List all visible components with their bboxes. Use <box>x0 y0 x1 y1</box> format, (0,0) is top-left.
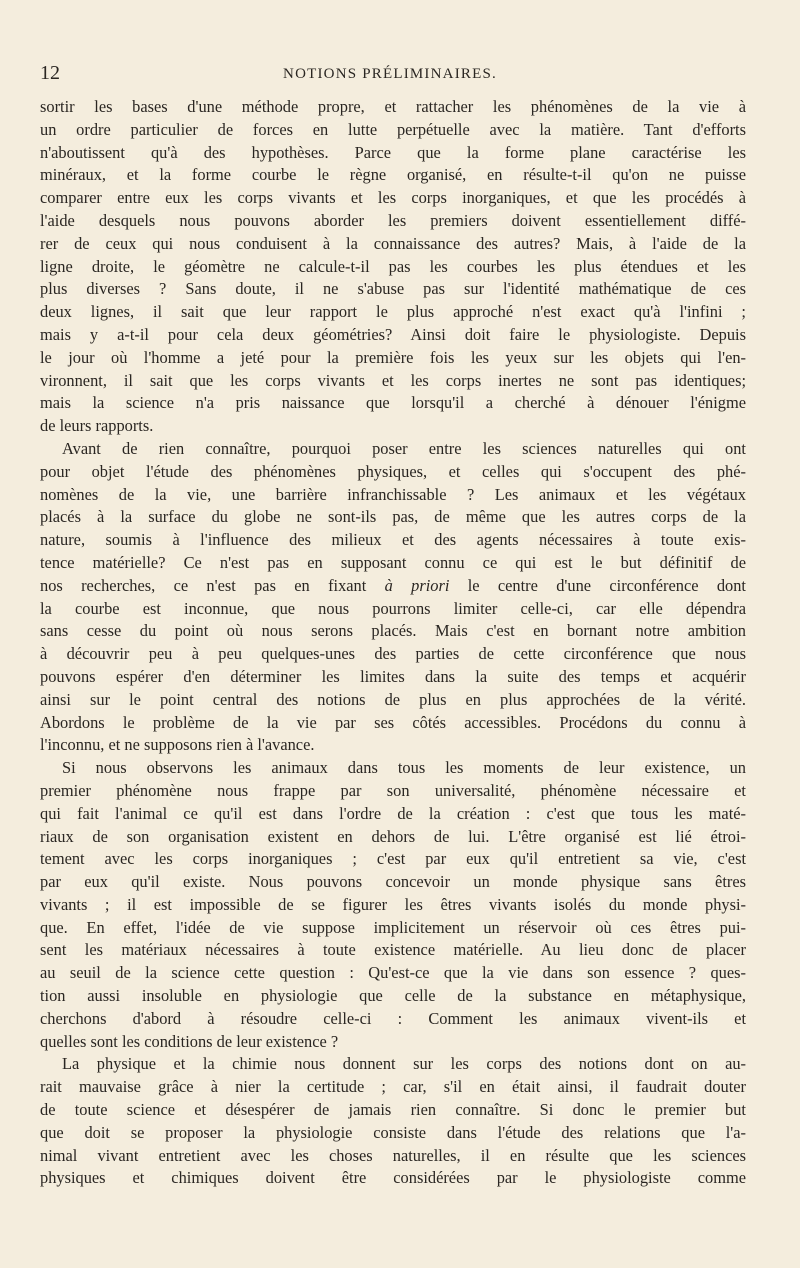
text-line: comparer entre eux les corps vivants et les corps inorganiques, et que les procédés à <box>40 188 746 208</box>
text-line: plus diverses ? Sans doute, il ne s'abuse pas sur l'identité mathématique de ces <box>40 279 746 299</box>
text-line: qui fait l'animal ce qu'il est dans l'ordre de la création : c'est que tous les maté- <box>40 803 746 823</box>
italic-phrase: à priori <box>384 575 450 595</box>
text-line: quelles sont les conditions de leur existence ? <box>40 1031 339 1051</box>
text-line: sans cesse du point où nous serons placés. Mais c'est en bornant notre ambition <box>40 621 746 641</box>
text-line: rer de ceux qui nous conduisent à la connaissance des autres? Mais, à l'aide de la <box>40 233 746 253</box>
text-line: nomènes de la vie, une barrière infranchissable ? Les animaux et les végétaux <box>40 484 746 504</box>
text-line: de leurs rapports. <box>40 416 154 436</box>
text-line: nature, soumis à l'influence des milieux et des agents nécessaires à toute exis- <box>40 530 746 550</box>
text-line: un ordre particulier de forces en lutte perpétuelle avec la matière. Tant d'efforts <box>40 119 746 139</box>
text-line: Si nous observons les animaux dans tous les moments de leur existence, un <box>62 758 746 778</box>
text-line: riaux de son organisation existent en dehors de lui. L'être organisé est lié étroi- <box>40 826 746 846</box>
text-line: mais la science n'a pris naissance que lorsqu'il a cherché à dénouer l'énigme <box>40 393 746 413</box>
text-line: n'aboutissent qu'à des hypothèses. Parce que la forme plane caractérise les <box>40 142 746 162</box>
body-text <box>40 96 746 1190</box>
text-line: mais y a-t-il pour cela deux géométries? Ainsi doit faire le physiologiste. Depuis <box>40 324 746 344</box>
text-line: premier phénomène nous frappe par son universalité, phénomène nécessaire et <box>40 780 746 800</box>
text-line: Abordons le problème de la vie par ses côtés accessibles. Procédons du connu à <box>40 712 746 732</box>
text-line: vironnent, il sait que les corps vivants et les corps inertes ne sont pas identiques; <box>40 370 746 390</box>
text-line-with-italic <box>40 575 746 598</box>
text-segment: le centre d'une circonférence dont <box>449 575 746 595</box>
paragraph-2 <box>40 438 746 757</box>
text-line: physiques et chimiques doivent être considérées par le physiologiste comme <box>40 1168 746 1188</box>
running-title: NOTIONS PRÉLIMINAIRES. <box>283 66 497 82</box>
paragraph-1 <box>40 96 746 438</box>
text-line: vivants ; il est impossible de se figurer les êtres vivants isolés du monde physi- <box>40 894 746 914</box>
text-line: au seuil de la science cette question : Qu'est-ce que la vie dans son essence ? ques- <box>40 963 746 983</box>
page-number: 12 <box>40 62 60 84</box>
text-line: deux lignes, il sait que leur rapport le plus approché n'est exact qu'à l'infini ; <box>40 302 746 322</box>
text-line: sortir les bases d'une méthode propre, et rattacher les phénomènes de la vie à <box>40 97 746 116</box>
text-line: sent les matériaux nécessaires à toute existence matérielle. Au lieu donc de placer <box>40 940 746 960</box>
text-line: pouvons espérer d'en déterminer les limites dans la suite des temps et acquérir <box>40 666 746 686</box>
text-segment: nos recherches, ce n'est pas en fixant <box>40 575 385 595</box>
text-line: rait mauvaise grâce à nier la certitude ; car, s'il en était ainsi, il faudrait douter <box>40 1077 746 1097</box>
text-line: nimal vivant entretient avec les choses naturelles, il en résulte que les sciences <box>40 1145 746 1165</box>
text-line: l'aide desquels nous pouvons aborder les premiers doivent essentiellement diffé- <box>40 210 746 230</box>
text-line: à découvrir peu à peu quelques-unes des parties de cette circonférence que nous <box>40 644 746 664</box>
text-line: le jour où l'homme a jeté pour la première fois les yeux sur les objets qui l'en- <box>40 347 746 367</box>
text-line: l'inconnu, et ne supposons rien à l'avance. <box>40 735 315 755</box>
text-line: pour objet l'étude des phénomènes physiques, et celles qui s'occupent des phé- <box>40 461 746 481</box>
text-line: tion aussi insoluble en physiologie que celle de la substance en métaphysique, <box>40 986 746 1006</box>
text-line: la courbe est inconnue, que nous pourrons limiter celle-ci, car elle dépendra <box>40 598 746 618</box>
text-line: ligne droite, le géomètre ne calcule-t-il pas les courbes les plus étendues et les <box>40 256 746 276</box>
page-header <box>40 62 740 86</box>
text-line: que. En effet, l'idée de vie suppose implicitement un réservoir où ces êtres pui- <box>40 917 746 937</box>
paragraph-4 <box>40 1053 746 1190</box>
text-line: minéraux, et la forme courbe le règne organisé, en résulte-t-il qu'on ne puisse <box>40 165 746 185</box>
text-line: par eux qu'il existe. Nous pouvons concevoir un monde physique sans êtres <box>40 872 746 892</box>
text-line: tement avec les corps inorganiques ; c'est par eux qu'il entretient sa vie, c'est <box>40 849 746 869</box>
text-line: Avant de rien connaître, pourquoi poser entre les sciences naturelles qui ont <box>62 438 746 458</box>
text-line: La physique et la chimie nous donnent sur les corps des notions dont on au- <box>62 1054 746 1074</box>
text-line: que doit se proposer la physiologie consiste dans l'étude des relations que l'a- <box>40 1122 746 1142</box>
text-line: de toute science et désespérer de jamais rien connaître. Si donc le premier but <box>40 1100 746 1120</box>
text-line: placés à la surface du globe ne sont-ils pas, de même que les autres corps de la <box>40 507 746 527</box>
text-line: cherchons d'abord à résoudre celle-ci : Comment les animaux vivent-ils et <box>40 1008 746 1028</box>
text-line: tence matérielle? Ce n'est pas en supposant connu ce qui est le but définitif de <box>40 552 746 572</box>
text-line: ainsi sur le point central des notions de plus en plus approchées de la vérité. <box>40 689 746 709</box>
paragraph-3 <box>40 757 746 1053</box>
